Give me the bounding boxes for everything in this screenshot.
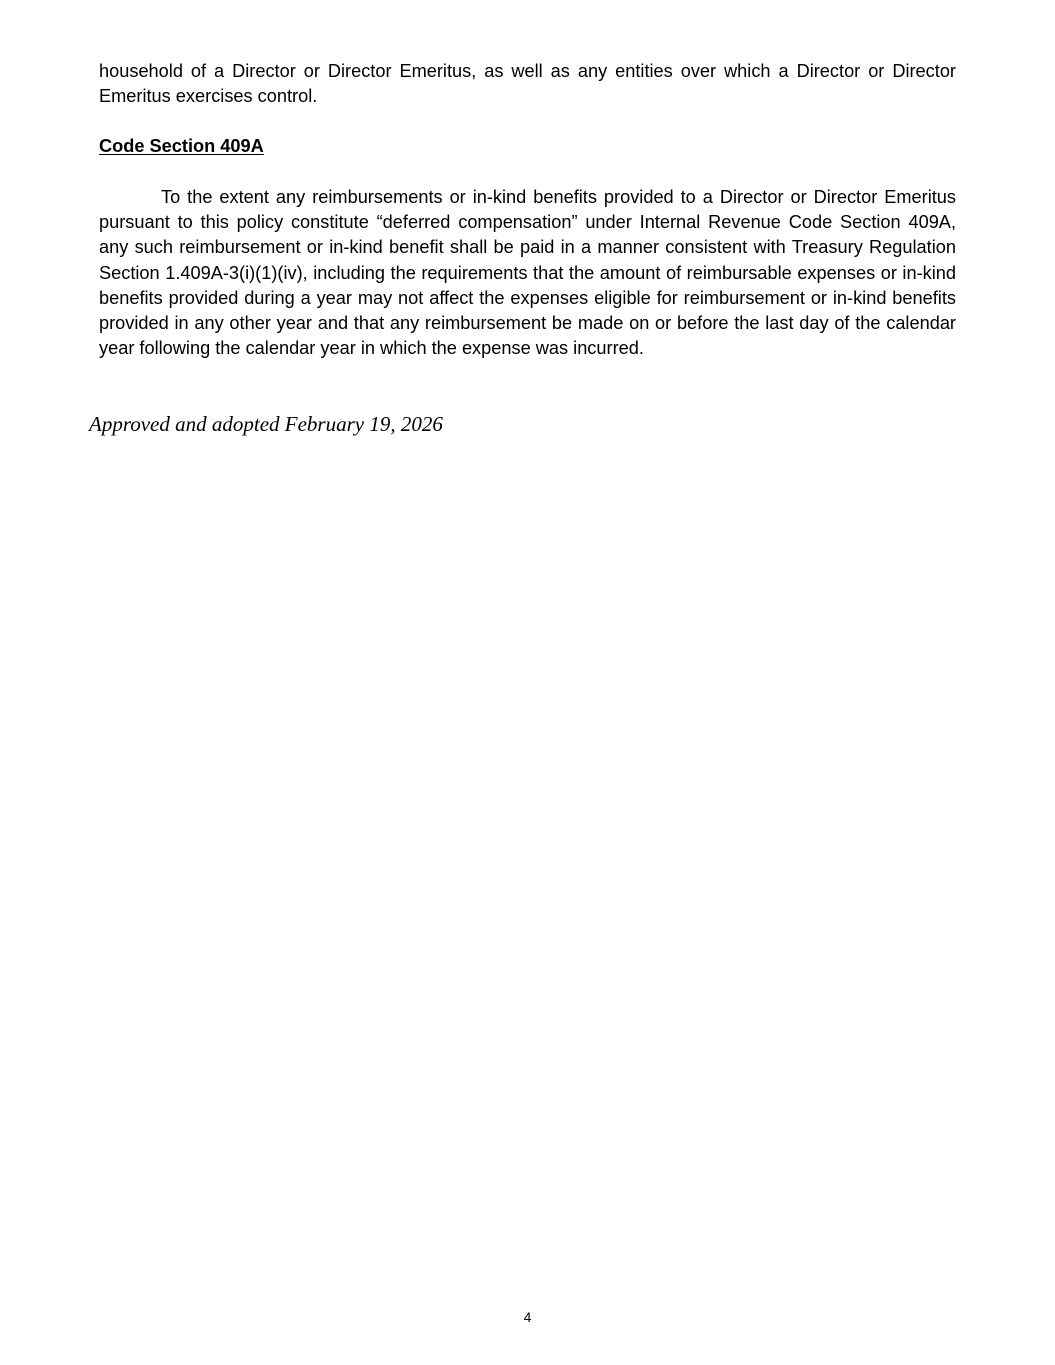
page-number: 4 (523, 1309, 532, 1325)
approval-line: Approved and adopted February 19, 2026 (89, 412, 443, 436)
section-heading: Code Section 409A (99, 136, 264, 156)
continuation-paragraph: household of a Director or Director Emeritus, as well as any entities over which a Director or Director Emeritus exercises control. (99, 61, 956, 107)
section-409a-paragraph: To the extent any reimbursements or in-kind benefits provided to a Director or Director Emeritus pursuant to this policy constitute “deferred compensation” under Internal Revenue Code Section 409A, any such reimbursement or in-kind benefit shall be paid in a manner consistent with Treasury Regulation Section 1.409A-3(i)(1)(iv), including the requirements that the amount of reimbursable expenses or in-kind benefits provided during a year may not affect the expenses eligible for reimbursement or in-kind benefits provided in any other year and that any reimbursement be made on or before the last day of the calendar year following the calendar year in which the expense was incurred. (99, 187, 956, 359)
